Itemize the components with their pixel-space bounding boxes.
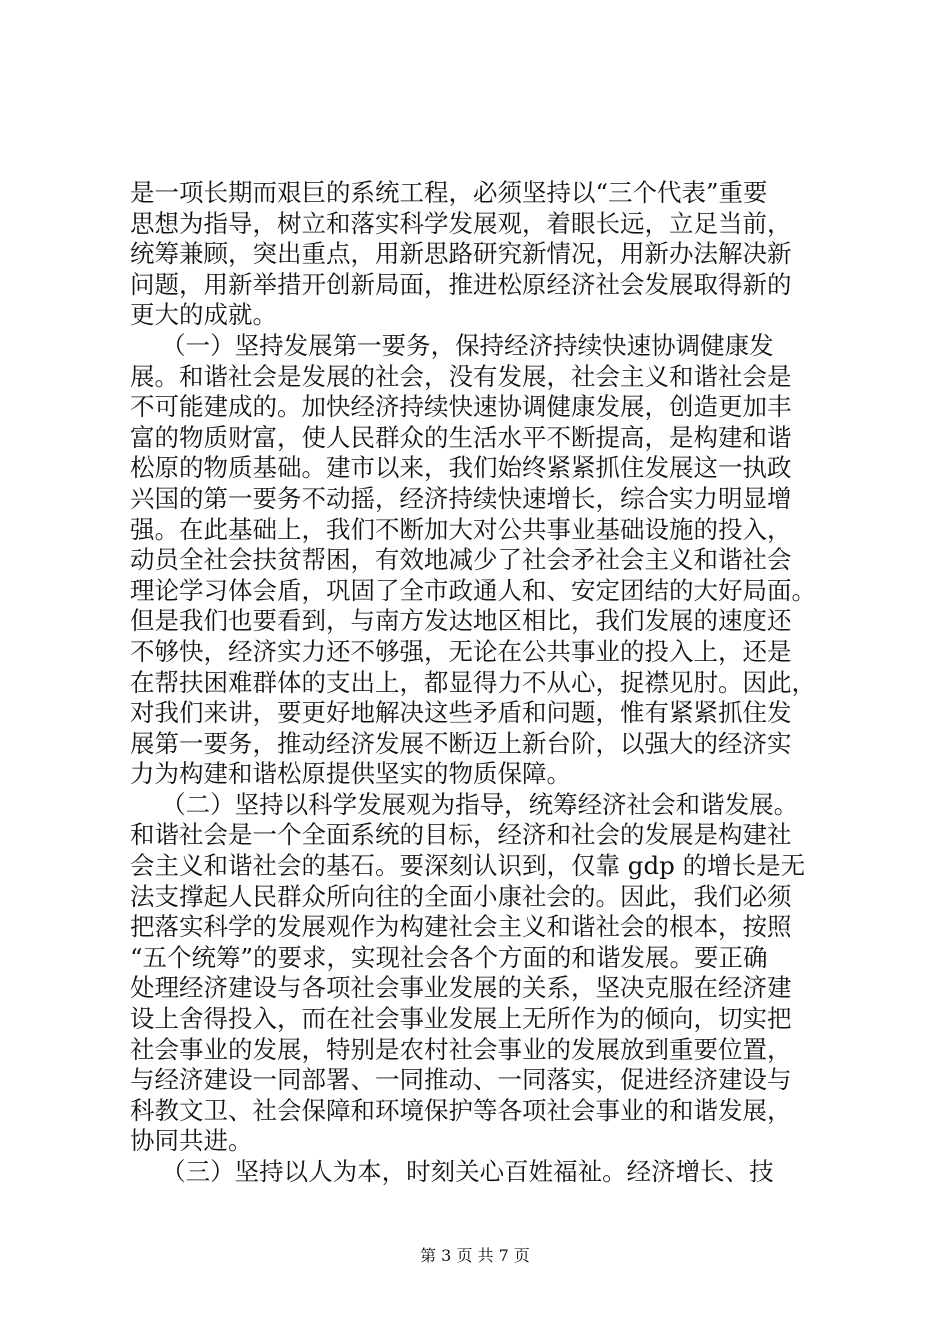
text-line: 处理经济建设与各项社会事业发展的关系，坚决克服在经济建 [130, 973, 792, 1003]
text-line: 力为构建和谐松原提供坚实的物质保障。 [130, 759, 571, 789]
text-line: 对我们来讲，要更好地解决这些矛盾和问题，惟有紧紧抓住发 [130, 698, 792, 728]
text-line: 但是我们也要看到，与南方发达地区相比，我们发展的速度还 [130, 606, 792, 636]
paragraph-heading-line: （一）坚持发展第一要务，保持经济持续快速协调健康发 [130, 330, 774, 360]
text-line: 统筹兼顾，突出重点，用新思路研究新情况，用新办法解决新 [130, 239, 792, 269]
text-line: 思想为指导，树立和落实科学发展观，着眼长远，立足当前， [130, 208, 792, 238]
text-line: 展第一要务，推动经济发展不断迈上新台阶，以强大的经济实 [130, 728, 792, 758]
text-line: 强。在此基础上，我们不断加大对公共事业基础设施的投入， [130, 514, 792, 544]
text-line: 富的物质财富，使人民群众的生活水平不断提高，是构建和谐 [130, 422, 792, 452]
text-line: 动员全社会扶贫帮困，有效地减少了社会矛社会主义和谐社会 [130, 545, 792, 575]
text-line: 更大的成就。 [130, 300, 277, 330]
text-line: “五个统筹”的要求，实现社会各个方面的和谐发展。要正确 [130, 942, 768, 972]
text-line: 问题，用新举措开创新局面，推进松原经济社会发展取得新的 [130, 269, 792, 299]
text-line: 科教文卫、社会保障和环境保护等各项社会事业的和谐发展， [130, 1095, 792, 1125]
text-line: 不可能建成的。加快经济持续快速协调健康发展，创造更加丰 [130, 392, 792, 422]
paragraph-heading-line: （三）坚持以人为本，时刻关心百姓福祉。经济增长、技 [130, 1157, 774, 1186]
text-line: 和谐社会是一个全面系统的目标，经济和社会的发展是构建社 [130, 820, 792, 850]
text-line: 法支撑起人民群众所向往的全面小康社会的。因此，我们必须 [130, 881, 792, 911]
text-line: 兴国的第一要务不动摇，经济持续快速增长，综合实力明显增 [130, 483, 792, 513]
text-line: 不够快，经济实力还不够强，无论在公共事业的投入上，还是 [130, 636, 792, 666]
document-body [130, 178, 830, 1188]
text-line: 协同共进。 [130, 1126, 253, 1156]
text-line: 是一项长期而艰巨的系统工程，必须坚持以“三个代表”重要 [130, 178, 768, 207]
text-line: 社会事业的发展，特别是农村社会事业的发展放到重要位置， [130, 1034, 792, 1064]
paragraph-heading-line: （二）坚持以科学发展观为指导，统筹经济社会和谐发展。 [130, 789, 799, 819]
page-number-footer: 第 3 页 共 7 页 [420, 1246, 530, 1265]
text-line: 松原的物质基础。建市以来，我们始终紧紧抓住发展这一执政 [130, 453, 792, 483]
text-line: 把落实科学的发展观作为构建社会主义和谐社会的根本，按照 [130, 912, 792, 942]
text-line: 会主义和谐社会的基石。要深刻认识到，仅靠 gdp 的增长是无 [130, 851, 806, 881]
text-line: 展。和谐社会是发展的社会，没有发展，社会主义和谐社会是 [130, 361, 792, 391]
text-line: 与经济建设一同部署、一同推动、一同落实，促进经济建设与 [130, 1065, 792, 1095]
text-line: 在帮扶困难群体的支出上，都显得力不从心，捉襟见肘。因此， [130, 667, 816, 697]
text-line: 设上舍得投入，而在社会事业发展上无所作为的倾向，切实把 [130, 1004, 792, 1034]
text-line: 理论学习体会盾，巩固了全市政通人和、安定团结的大好局面。 [130, 575, 816, 605]
